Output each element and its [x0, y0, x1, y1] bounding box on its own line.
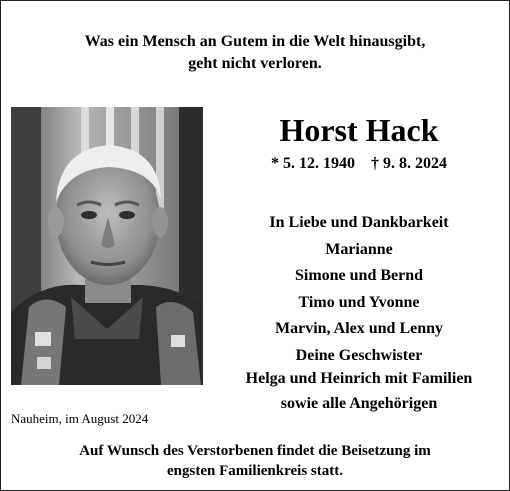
life-dates	[209, 153, 509, 175]
mourner-name: Helga und Heinrich mit Familien	[245, 369, 473, 387]
funeral-note-line-1: Auf Wunsch des Verstorbenen findet die Beisetzung im	[79, 443, 431, 459]
funeral-note	[1, 441, 509, 481]
birth-date: * 5. 12. 1940	[271, 155, 355, 172]
mourner-name: Timo und Yvonne	[298, 293, 420, 311]
mourner-name: Marvin, Alex und Lenny	[274, 320, 444, 337]
portrait-photo-image	[11, 107, 203, 385]
mourners-list	[209, 210, 509, 417]
death-date: † 9. 8. 2024	[371, 155, 447, 172]
place-date: Nauheim, im August 2024	[11, 411, 149, 426]
mourner-name: sowie alle Angehörigen	[280, 394, 438, 412]
motto-line-2: geht nicht verloren.	[188, 55, 322, 72]
mourner-name: Simone und Bernd	[294, 267, 424, 284]
deceased-name: Horst Hack	[279, 112, 439, 148]
mourner-name: Deine Geschwister	[295, 346, 423, 364]
mourners-intro: In Liebe und Dankbarkeit	[269, 214, 449, 231]
mourner-name: Marianne	[325, 240, 393, 258]
funeral-note-line-2: engsten Familienkreis statt.	[167, 463, 343, 479]
motto-quote	[1, 31, 509, 75]
portrait-photo	[11, 107, 203, 385]
motto-line-1: Was ein Mensch an Gutem in die Welt hinausgibt,	[84, 33, 426, 50]
